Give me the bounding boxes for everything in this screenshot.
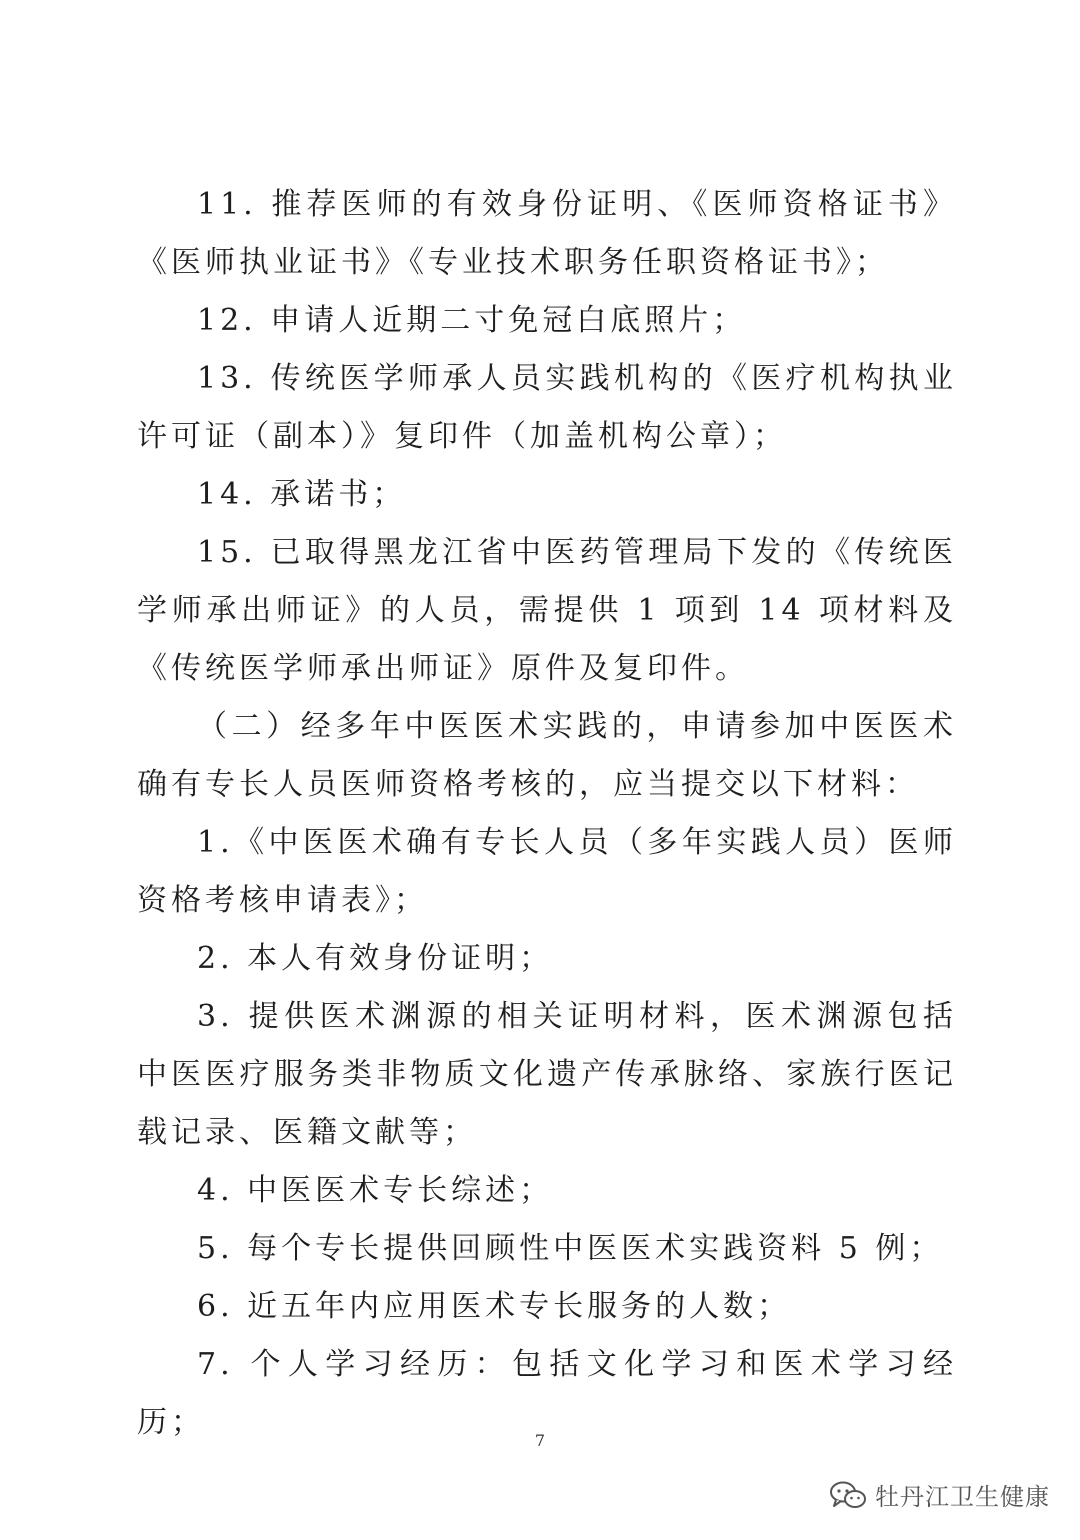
paragraph-item-6: 6. 近五年内应用医术专长服务的人数； (197, 1289, 792, 1324)
page-number: 7 (534, 1431, 546, 1450)
paragraph-item-1: 1.《中医医术确有专长人员（多年实践人员）医师资格考核申请表》； (137, 825, 957, 918)
document-body (137, 176, 957, 1452)
paragraph-item-2: 2. 本人有效身份证明； (197, 941, 554, 976)
paragraph-item-14: 14. 承诺书； (197, 477, 407, 512)
paragraph-item-7: 7. 个人学习经历：包括文化学习和医术学习经历； (137, 1347, 957, 1440)
paragraph-item-12: 12. 申请人近期二寸免冠白底照片； (197, 303, 747, 338)
watermark-text: 牡丹江卫生健康 (875, 1483, 1050, 1511)
watermark (829, 1477, 1050, 1512)
paragraph-item-13: 13. 传统医学师承人员实践机构的《医疗机构执业许可证（副本）》复印件（加盖机构公章）； (137, 361, 957, 454)
paragraph-item-5: 5. 每个专长提供回顾性中医医术实践资料 5 例； (197, 1231, 944, 1266)
paragraph-item-4: 4. 中医医术专长综述； (197, 1173, 554, 1208)
wechat-icon (829, 1480, 867, 1510)
paragraph-item-3: 3. 提供医术渊源的相关证明材料，医术渊源包括中医医疗服务类非物质文化遗产传承脉络、家族行医记载记录、医籍文献等； (137, 999, 957, 1150)
paragraph-item-15: 15. 已取得黑龙江省中医药管理局下发的《传统医学师承出师证》的人员，需提供 1 项到 14 项材料及《传统医学师承出师证》原件及复印件。 (137, 535, 957, 686)
paragraph-item-11: 11. 推荐医师的有效身份证明、《医师资格证书》《医师执业证书》《专业技术职务任职资格证书》； (137, 187, 957, 280)
section-heading-2: （二）经多年中医医术实践的，申请参加中医医术确有专长人员医师资格考核的，应当提交以下材料： (137, 709, 957, 802)
